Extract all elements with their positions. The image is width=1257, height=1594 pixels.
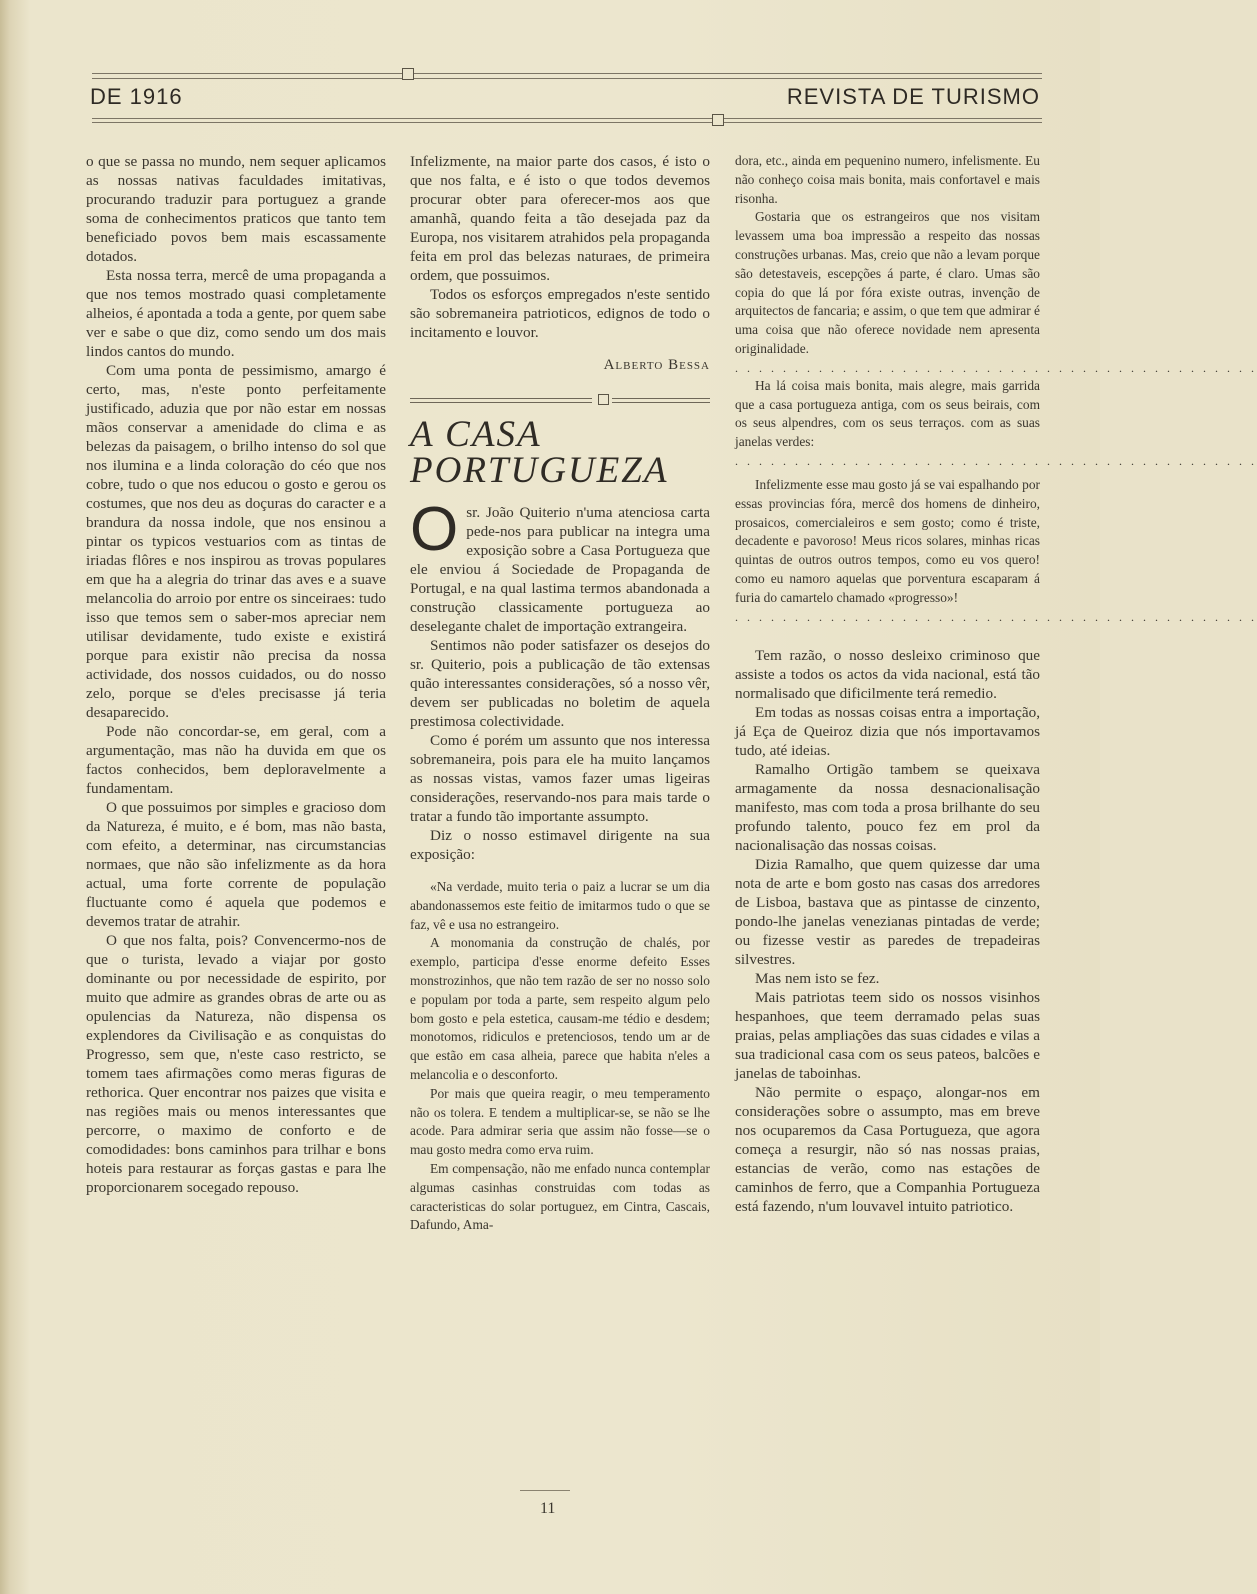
paragraph: Mais patriotas teem sido os nossos visinhos hespanhoes, que teem derramado pelas suas praias, pelas ampliações das suas cidades e vilas a sua tradicional casa com os seus pateos, balcões e janelas de taboinhas. [735,988,1040,1082]
paragraph: Sentimos não poder satisfazer os desejos do sr. Quiterio, pois a publicação de tão extensas quão interessantes considerações, só a nosso vêr, devem ser publicadas no boletim de aquela prestimosa colectividade. [410,637,710,730]
column-3 [735,152,1257,1216]
article-divider [410,393,710,405]
ellipsis-separator: . . . . . . . . . . . . . . . . . . . . . . . . . . . . . . . . . . . . . . . . . . . . [735,453,1257,468]
paragraph: Todos os esforços empregados n'este sentido são sobremaneira patrioticos, edignos de todo o incitamento e louvor. [410,286,710,341]
paragraph: Mas nem isto se fez. [755,969,880,987]
column-2 [410,152,710,1235]
ellipsis-separator: . . . . . . . . . . . . . . . . . . . . . . . . . . . . . . . . . . . . . . . . . . . . [735,609,1257,624]
quote-paragraph: Em compensação, não me enfado nunca contemplar algumas casinhas construidas com todas as caracteristicas do solar portuguez, em Cintra, Cascais, Dafundo, Ama- [410,1160,710,1233]
paragraph: Infelizmente, na maior parte dos casos, é isto o que nos falta, e é isto o que todos devemos procurar obter para oferecer-mos aos que amanhã, quando feita a tão desejada paz da Europa, nos visitarem atrahidos pela propaganda feita em prol das belezas naturaes, de primeira ordem, que possuimos. [410,153,710,284]
paragraph: Com uma ponta de pessimismo, amargo é certo, mas, n'este ponto perfeitamente justificado, aduzia que por não estar em nossas mãos conservar a amenidade do clima e as belezas da paisagem, o brilho intenso do sol que nos ilumina e a linda coloração do céo que nos cobre, tudo o que nos educou o gosto e gerou os costumes, que nos deu as doçuras do caracter e a brandura da nossa indole, que nos ensinou a pintar os typicos vestuarios com as tintas de iriadas flôres e nos inspirou as trovas populares em que ha a alegria do trinar das aves e a suave melancolia do arroio por entre os sinceiraes: tudo isso que temos sem o saber-mos apreciar nem utilisar devidamente, tudo existe e existirá porque para existir não precisa da nossa actividade, dos nossos cuidados, ou do nosso zelo, porque se d'eles precisasse já teria desaparecido. [86,362,386,721]
paragraph: Pode não concordar-se, em geral, com a argumentação, mas não ha duvida em que os factos conhecidos, bem deploravelmente a fundamentam. [86,723,386,797]
paragraph: Ramalho Ortigão tambem se queixava armagamente da nossa desnacionalisação manifesto, mas com toda a prosa brilhante do seu profundo talento, pouco fez em prol da nacionalisação das nossas coisas. [735,760,1040,854]
paragraph: O que possuimos por simples e gracioso dom da Natureza, é muito, e é bom, mas não basta, com efeito, a determinar, nas circumstancias normaes, que não são infelizmente as da hora actual, uma forte corrente de população fluctuante como é aquela que podemos e devemos tratar de atrahir. [86,799,386,930]
header-ornament-box [402,68,414,80]
drop-cap: O [410,495,459,564]
paragraph: Como é porém um assunto que nos interessa sobremaneira, pois para ele ha muito lançamos as nossas vistas, vamos fazer umas ligeiras considerações, reservando-nos para mais tarde o tratar a fundo tão importante assumpto. [410,732,710,825]
author-signature: Alberto Bessa [603,357,710,373]
page-number: 11 [540,1500,556,1517]
quote-paragraph: dora, etc., ainda em pequenino numero, infelismente. Eu não conheço coisa mais bonita, mais confortavel e mais risonha. [735,153,1040,206]
paragraph: O que nos falta, pois? Convencermo-nos de que o turista, levado a viajar por gosto dominante ou por necessidade de espirito, por muito que admire as grandes obras de arte ou as opulencias da Natureza, não dispensa os explendores da Civilisação e as conquistas do Progresso, sem que, n'este caso restricto, se tomem taes afirmações como meras figuras de rethorica. Quer encontrar nos paizes que visita e nas regiões mais ou menos interessantes que percorre, o maximo de conforto e de comodidades: bons caminhos para trilhar e bons hoteis para restaurar as forças gastas e para lhe proporcionarem socegado repouso. [86,932,386,1196]
header-ornament-box [712,114,724,126]
paragraph: o que se passa no mundo, nem sequer aplicamos as nossas nativas faculdades imitativas, procurando traduzir para portuguez a grande soma de conhecimentos praticos que tanto tem beneficiado povos bem mais escassamente dotados. [86,153,386,265]
quote-paragraph: A monomania da construção de chalés, por exemplo, participa d'esse enorme defeito Esses monstrozinhos, que não tem razão de ser no nosso solo e populam por toda a parte, sem respeito algum pelo bom gosto e pela estetica, causam-me tédio e desdem; monotomos, ridiculos e pretenciosos, tendo um ar de que estão em casa alheia, parece que habita n'eles a melancolia e o desconforto. [410,935,710,1082]
paragraph: Dizia Ramalho, que quem quizesse dar uma nota de arte e bom gosto nas casas dos arredores de Lisboa, bastava que as pintasse de cinzento, pondo-lhe janelas venezianas pintadas de verde; ou fizesse vestir as paredes de trepadeiras silvestres. [735,855,1040,968]
header-date: DE 1916 [90,84,183,109]
quote-paragraph: «Na verdade, muito teria o paiz a lucrar se um dia abandonassemos este feitio de imitarmos tudo o que se faz, vê e usa no estrangeiro. [410,879,710,932]
quote-paragraph: Por mais que queira reagir, o meu temperamento não os tolera. E tendem a multiplicar-se, se não se lhe acode. Para admirar seria que assim não fosse—se o mau gosto medra como erva ruim. [410,1085,710,1158]
paragraph: Diz o nosso estimavel dirigente na sua exposição: [410,827,710,863]
column-1 [86,152,386,1197]
header-bottom-rule [92,118,1042,123]
paragraph: Tem razão, o nosso desleixo criminoso que assiste a todos os actos da vida nacional, está tão normalisado que dificilmente terá remedio. [735,646,1040,702]
paragraph: Em todas as nossas coisas entra a importação, já Eça de Queiroz dizia que nós importavamos tudo, até ideias. [735,703,1040,759]
paragraph: Não permite o espaço, alongar-nos em considerações sobre o assumpto, mas em breve nos ocuparemos da Casa Portugueza, que agora começa a resurgir, não só nas nossas praias, estancias de verão, como nas estações de caminhos de ferro, que a Companhia Portugueza está fazendo, n'um louvavel intuito patriotico. [735,1083,1040,1215]
quote-paragraph: Gostaria que os estrangeiros que nos visitam levassem uma boa impressão a respeito das nossas construções urbanas. Mas, creio que não a levam porque são detestaveis, escepções á parte, é claro. Umas são copia do que lá por fóra existe outras, invenção de arquitectos de fancaria; e assim, o que tem que admirar é uma coisa que não oferece novidade nem apresenta originalidade. [735,209,1040,356]
header-top-rule [92,73,1042,79]
article-title: A CASA PORTUGUEZA [410,414,669,491]
header-publication-title: REVISTA DE TURISMO [786,84,1040,109]
paragraph: Osr. João Quiterio n'uma atenciosa carta pede-nos para publicar na integra uma exposição sobre a Casa Portugueza que ele enviou á Sociedade de Propaganda de Portugal, e na qual lastima termos abandonada a construção classicamente portugueza ao deselegante chalet de importação extrangeira. [410,495,710,635]
quote-paragraph: Infelizmente esse mau gosto já se vai espalhando por essas provincias fóra, mercê dos homens de dinheiro, prosaicos, comercialeiros e sem gosto; como é triste, decadente e pavoroso! Meus ricos solares, minhas ricas quintas de outros outros tempos, como eu vos quero! como eu namoro aquelas que porventura escaparam á furia do camartelo chamado «progresso»! [735,476,1040,605]
page-number-rule [520,1490,570,1491]
ellipsis-separator: . . . . . . . . . . . . . . . . . . . . . . . . . . . . . . . . . . . . . . . . . . . . [735,360,1257,375]
quote-paragraph: Ha lá coisa mais bonita, mais alegre, mais garrida que a casa portugueza antiga, com os seus beirais, com os seus alpendres, com os seus terraços. com as suas janelas verdes: [735,377,1040,450]
paragraph: Esta nossa terra, mercê de uma propaganda a que nos temos mostrado quasi completamente alheios, é apontada a toda a gente, por quem sabe ver e sabe o que diz, como sendo um dos mais lindos cantos do mundo. [86,267,386,360]
